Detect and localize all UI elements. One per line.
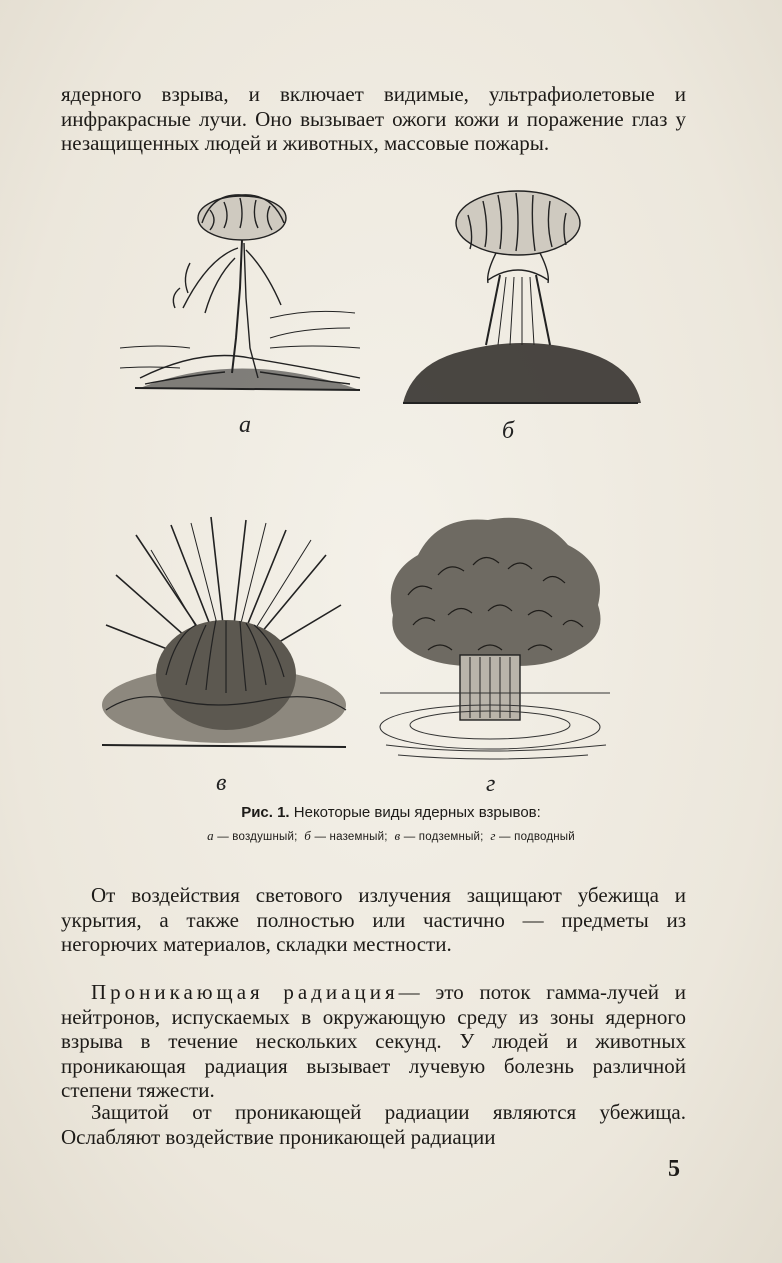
figure-g xyxy=(378,515,613,765)
figure-caption-label: Рис. 1. xyxy=(241,804,290,821)
figure-caption-text: Некоторые виды ядерных взрывов: xyxy=(293,804,541,821)
legend-text-a: — воздушный; xyxy=(217,831,298,843)
term-penetrating-radiation: Проникающая радиация xyxy=(91,980,399,1004)
figure-a-letter: а xyxy=(239,412,251,438)
figure-g-letter: г xyxy=(486,771,496,797)
paragraph-penetrating-radiation xyxy=(61,980,686,1103)
paragraph-radiation-protection: Защитой от проникающей радиации являются убежища. Ослабляют воздействие проникающей радиации xyxy=(61,1100,686,1149)
paragraph-protection-light: От воздействия светового излучения защищают убежища и укрытия, а также полностью или частично — предметы из негорючих материалов, складки местности. xyxy=(61,883,686,956)
figure-a xyxy=(120,188,370,408)
legend-letter-a: а xyxy=(207,828,214,843)
figure-v xyxy=(96,515,351,760)
legend-text-g: — подводный xyxy=(499,831,575,843)
legend-letter-b: б xyxy=(304,828,312,843)
figure-v-letter: в xyxy=(216,770,227,796)
figure-b-letter: б xyxy=(502,418,515,444)
underwater-burst-illustration xyxy=(378,515,613,765)
penetrating-radiation-definition: — это поток гамма-лучей и нейтронов, испускаемых в окружающую среду из зоны ядерного взрыва в течение нескольких секунд. У людей и животных проникающая радиация вызывает лучевую болезнь различной степени тяжести. xyxy=(61,980,686,1102)
paragraph-light-radiation-end: ядерного взрыва, и включает видимые, ультрафиолетовые и инфракрасные лучи. Оно вызывает ожоги кожи и поражение глаз у незащищенных людей и животных, массовые пожары. xyxy=(61,82,686,155)
ground-burst-illustration xyxy=(398,185,643,410)
figure-b xyxy=(398,185,643,410)
figure-caption-title xyxy=(0,804,782,821)
legend-text-b: — наземный; xyxy=(314,831,388,843)
legend-letter-g: г xyxy=(490,828,496,843)
legend-text-v: — подземный; xyxy=(403,831,484,843)
page-number: 5 xyxy=(668,1156,680,1182)
legend-letter-v: в xyxy=(394,828,401,843)
figure-caption-legend xyxy=(0,828,782,844)
air-burst-illustration xyxy=(120,188,370,408)
underground-burst-illustration xyxy=(96,515,351,760)
